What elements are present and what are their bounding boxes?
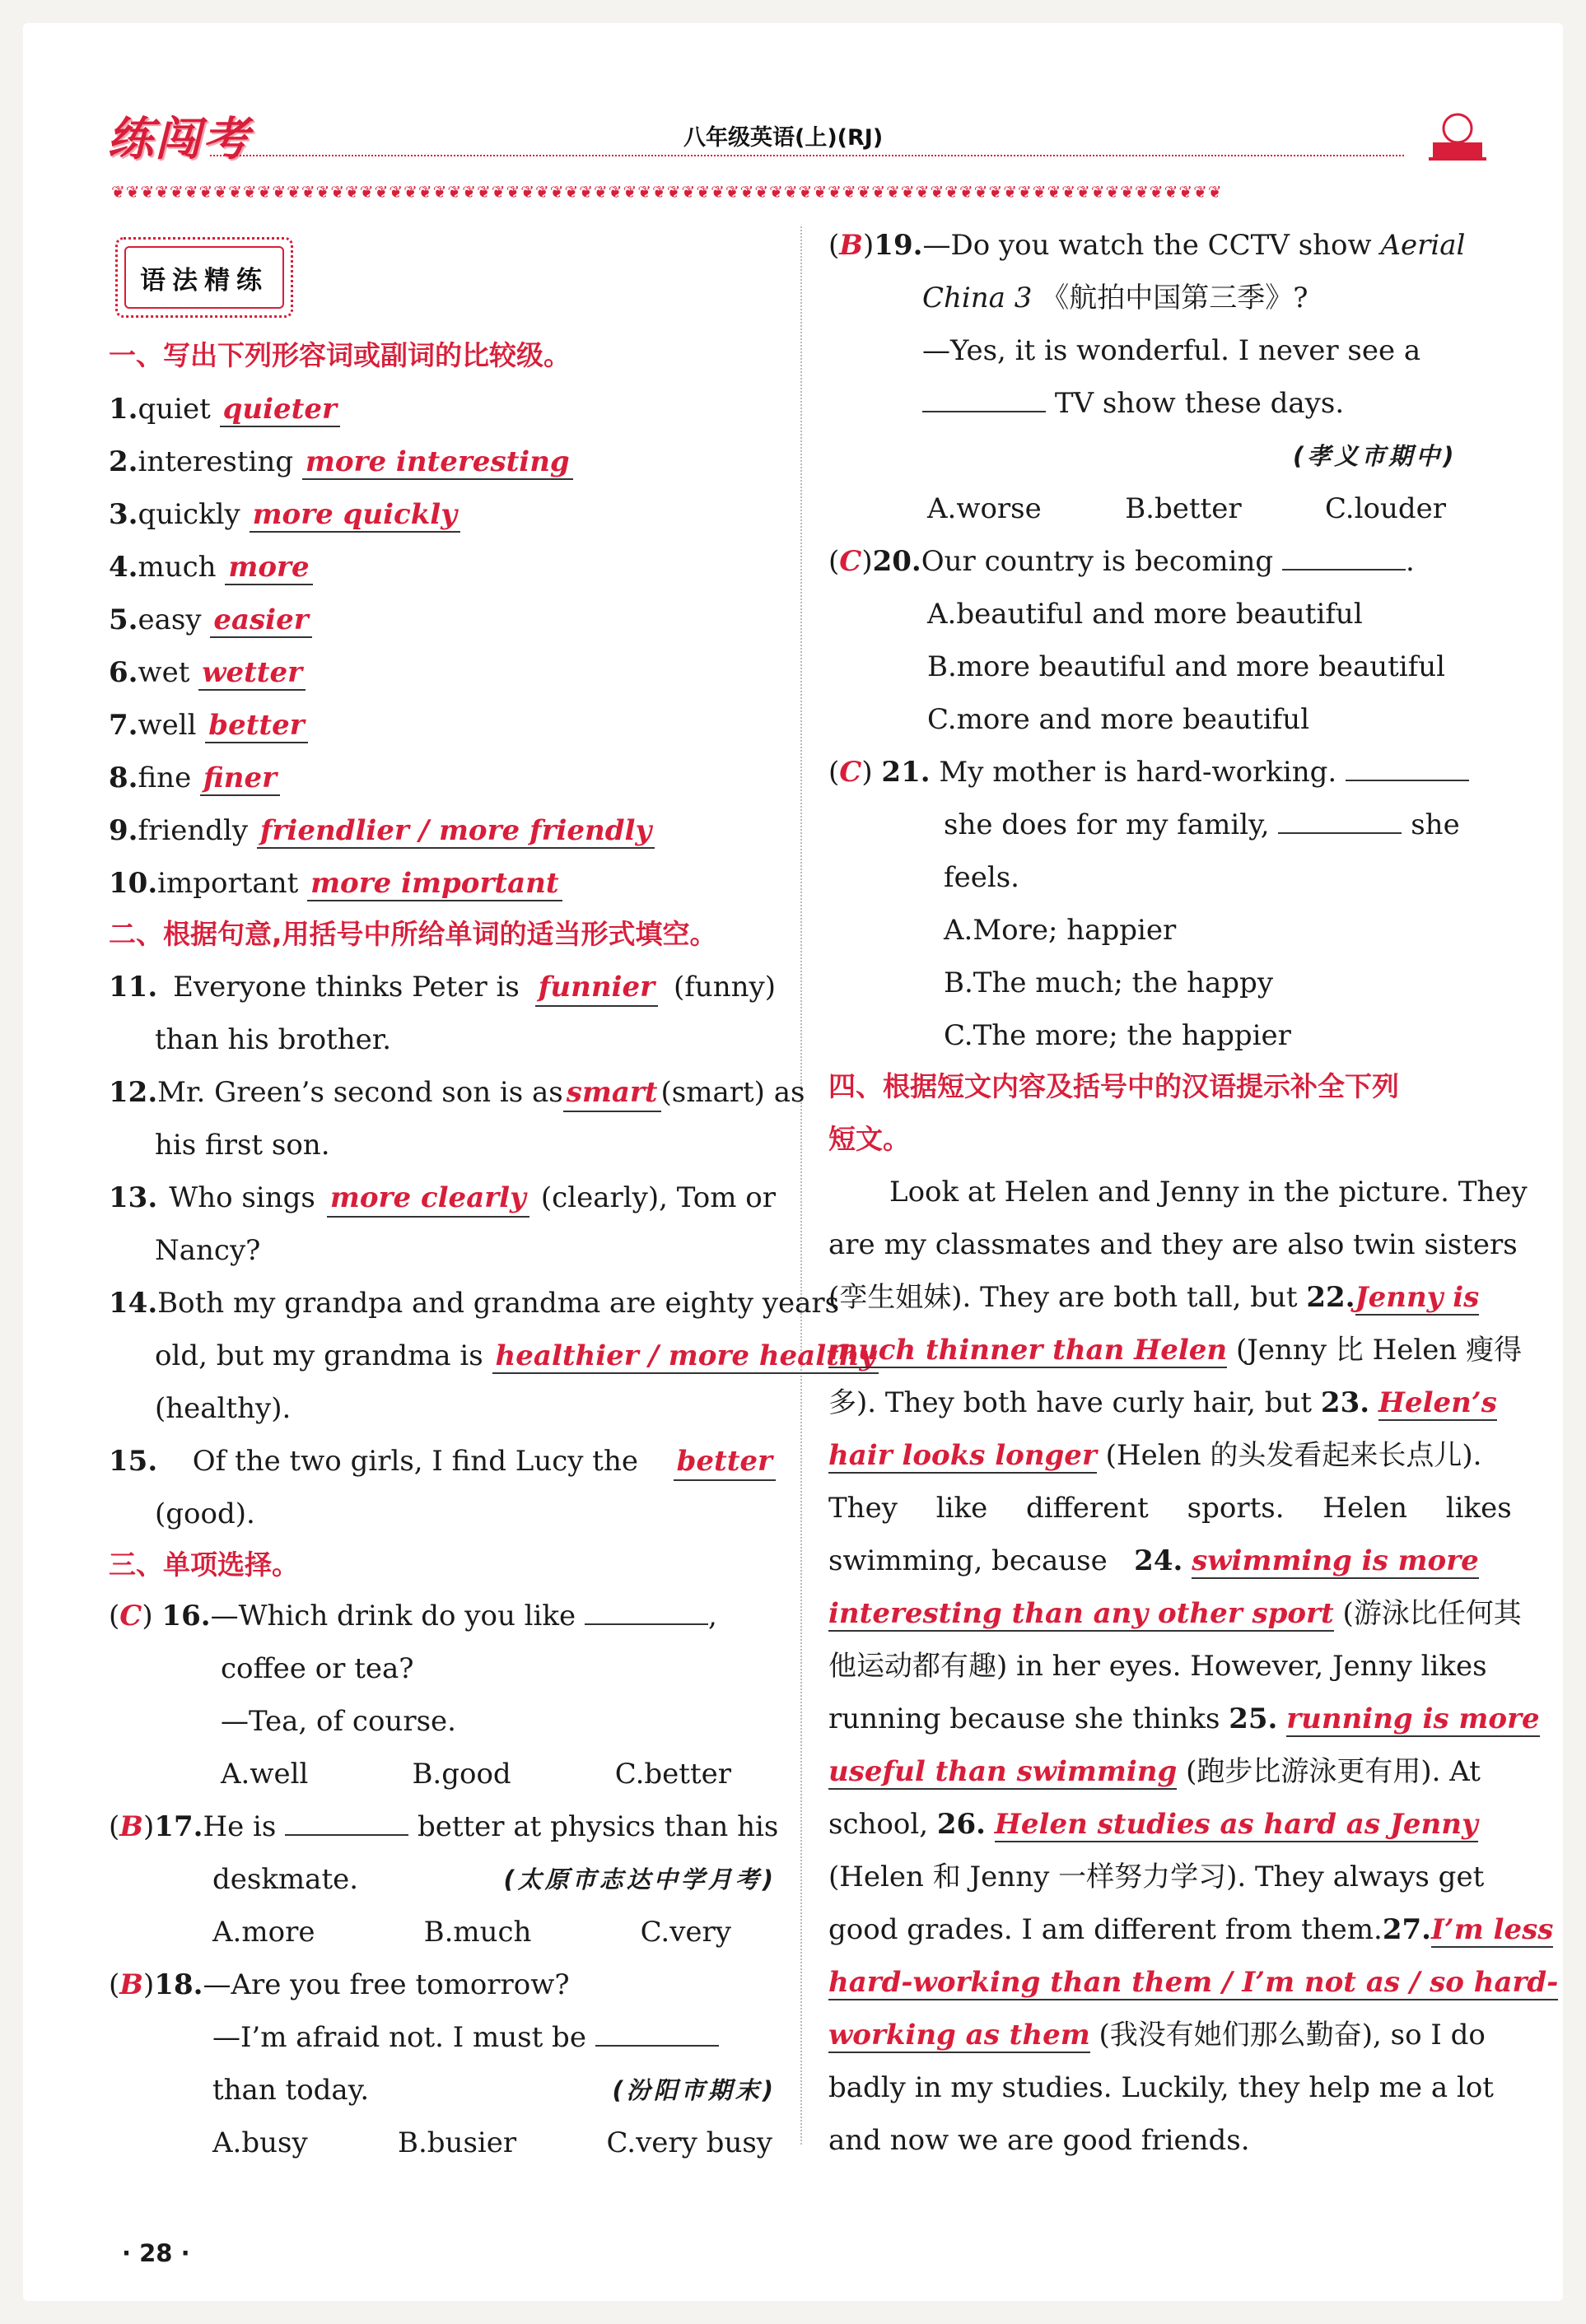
passage-line-15: good grades. I am different from them.27.I’m less xyxy=(828,1913,1554,1946)
q15-line2: (good). xyxy=(155,1497,255,1530)
q18-line2: —I’m afraid not. I must be xyxy=(212,2019,719,2056)
q10: 10.important more important xyxy=(109,865,562,901)
fist-icon xyxy=(1425,105,1490,163)
passage-line-12: useful than swimming (跑步比游泳更有用). At xyxy=(828,1755,1481,1788)
q18: (B)18.—Are you free tomorrow? xyxy=(109,1968,570,2001)
q2: 2.interesting more interesting xyxy=(109,444,573,480)
header-rule xyxy=(210,155,1404,156)
passage-line-2: are my classmates and they are also twin sisters xyxy=(828,1228,1518,1261)
section-badge: 语法精练 xyxy=(115,237,293,318)
q15: 15. Of the two girls, I find Lucy the better xyxy=(109,1443,776,1481)
q19: (B)19.—Do you watch the CCTV show Aerial xyxy=(828,229,1466,262)
q3: 3.quickly more quickly xyxy=(109,496,460,533)
q21-option-b: B.The much; the happy xyxy=(944,966,1274,999)
q21-option-c: C.The more; the happier xyxy=(944,1019,1291,1052)
q14-line2: old, but my grandma is healthier / more healthy xyxy=(155,1338,879,1374)
q14-line3: (healthy). xyxy=(155,1392,292,1425)
q7: 7.well better xyxy=(109,707,308,743)
passage-line-10: 他运动都有趣) in her eyes. However, Jenny likes xyxy=(828,1650,1487,1683)
q19-line3: —Yes, it is wonderful. I never see a xyxy=(922,334,1421,367)
passage-line-6: hair looks longer (Helen 的头发看起来长点儿). xyxy=(828,1439,1482,1472)
passage-line-17: working as them (我没有她们那么勤奋), so I do xyxy=(828,2019,1486,2052)
section-2-title: 二、根据句意,用括号中所给单词的适当形式填空。 xyxy=(109,918,717,950)
q12: 12. Mr. Green’s second son is as smart (smart) as xyxy=(109,1074,776,1112)
q21-line3: feels. xyxy=(944,861,1019,894)
q11-line2: than his brother. xyxy=(155,1023,392,1056)
q17-options: A.more B.much C.very xyxy=(212,1916,731,1949)
q16-line2: coffee or tea? xyxy=(221,1652,414,1685)
q13-line2: Nancy? xyxy=(155,1234,261,1267)
q21-line2: she does for my family, she xyxy=(944,808,1460,841)
passage-line-7: They like different sports. Helen likes xyxy=(828,1492,1512,1525)
q18-line3: than today. (汾阳市期末) xyxy=(212,2074,777,2107)
passage-line-5: 多). They both have curly hair, but 23. Helen’s xyxy=(828,1386,1497,1419)
q1: 1.quiet quieter xyxy=(109,391,340,427)
passage-line-13: school, 26. Helen studies as hard as Jenny xyxy=(828,1808,1478,1841)
q13: 13. Who sings more clearly (clearly), Tom or xyxy=(109,1180,776,1218)
q17: (B)17.He is better at physics than his xyxy=(109,1810,779,1843)
q11: 11. Everyone thinks Peter is funnier (funny) xyxy=(109,969,776,1007)
section-4-title: 四、根据短文内容及括号中的汉语提示补全下列 xyxy=(828,1070,1399,1102)
q9: 9.friendly friendlier / more friendly xyxy=(109,813,655,849)
q20: (C)20.Our country is becoming . xyxy=(828,545,1415,578)
q19-source: (孝义市期中) xyxy=(1293,442,1458,470)
q12-line2: his first son. xyxy=(155,1129,330,1162)
q5: 5.easy easier xyxy=(109,602,312,638)
passage-line-9: interesting than any other sport (游泳比任何其 xyxy=(828,1597,1522,1630)
q16-line3: —Tea, of course. xyxy=(221,1705,456,1738)
passage-line-3: (孪生姐妹). They are both tall, but 22.Jenny is xyxy=(828,1281,1480,1314)
passage-line-11: running because she thinks 25. running is more xyxy=(828,1702,1540,1735)
q14: 14.Both my grandpa and grandma are eighty years xyxy=(109,1287,840,1320)
logo: 练闯考 xyxy=(107,113,250,166)
q19-line4: TV show these days. xyxy=(922,385,1344,421)
section-4-title-line2: 短文。 xyxy=(828,1123,910,1155)
q19-line2: China 3 《航拍中国第三季》? xyxy=(922,282,1308,314)
header-ornament: ❦❦❦❦❦❦❦❦❦❦❦❦❦❦❦❦❦❦❦❦❦❦❦❦❦❦❦❦❦❦❦❦❦❦❦❦❦❦❦❦❦❦❦❦❦❦❦❦❦❦❦❦❦❦❦❦❦❦❦❦❦❦❦❦❦❦❦❦❦❦❦❦❦❦❦❦ xyxy=(111,183,1223,201)
passage-line-1: Look at Helen and Jenny in the picture. They xyxy=(889,1176,1528,1209)
q8: 8.fine finer xyxy=(109,760,280,796)
header-title: 八年级英语(上)(RJ) xyxy=(683,125,884,151)
q4: 4.much more xyxy=(109,549,313,585)
section-1-title: 一、写出下列形容词或副词的比较级。 xyxy=(109,339,571,371)
passage-line-16: hard-working than them / I’m not as / so hard- xyxy=(828,1966,1559,1999)
q19-options: A.worse B.better C.louder xyxy=(927,492,1446,525)
q21: (C) 21. My mother is hard-working. xyxy=(828,754,1469,790)
page-number: · 28 · xyxy=(122,2239,190,2267)
passage-line-4: much thinner than Helen (Jenny 比 Helen 瘦得 xyxy=(828,1334,1523,1367)
q20-option-a: A.beautiful and more beautiful xyxy=(927,598,1363,631)
passage-line-14: (Helen 和 Jenny 一样努力学习). They always get xyxy=(828,1861,1485,1893)
q16-options: A.well B.good C.better xyxy=(221,1758,731,1791)
q17-line2: deskmate. (太原市志达中学月考) xyxy=(212,1863,777,1896)
q20-option-c: C.more and more beautiful xyxy=(927,703,1310,736)
column-divider xyxy=(800,226,802,2145)
q21-option-a: A.More; happier xyxy=(944,914,1177,947)
passage-line-19: and now we are good friends. xyxy=(828,2124,1250,2157)
q18-options: A.busy B.busier C.very busy xyxy=(212,2126,772,2159)
q6: 6.wet wetter xyxy=(109,654,306,691)
q16: (C) 16.—Which drink do you like , xyxy=(109,1600,717,1632)
section-3-title: 三、单项选择。 xyxy=(109,1549,299,1581)
q20-option-b: B.more beautiful and more beautiful xyxy=(927,650,1446,683)
passage-line-8: swimming, because 24. swimming is more xyxy=(828,1544,1479,1577)
passage-line-18: badly in my studies. Luckily, they help me a lot xyxy=(828,2071,1494,2104)
